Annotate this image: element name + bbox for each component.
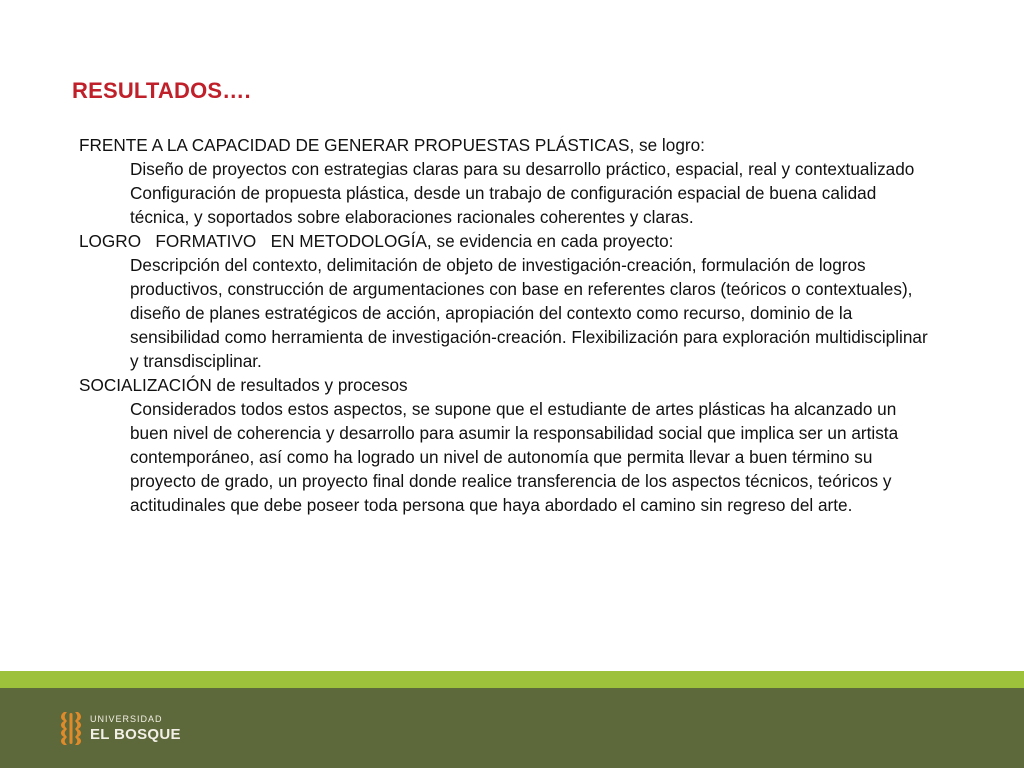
section-socializacion-heading: SOCIALIZACIÓN de resultados y procesos	[79, 375, 408, 395]
section-capacidad-item-2: Configuración de propuesta plástica, desde un trabajo de configuración espacial de buena calidad técnica, y soportados sobre elaboraciones racionales coherentes y claras.	[130, 183, 877, 227]
logo-wordmark	[90, 715, 181, 742]
footer-band-light	[0, 671, 1024, 688]
logo-line-universidad: UNIVERSIDAD	[90, 713, 163, 724]
university-logo	[58, 710, 181, 746]
section-socializacion-item-1: Considerados todos estos aspectos, se supone que el estudiante de artes plásticas ha alcanzado un buen nivel de coherencia y desarrollo para asumir la responsabilidad social que implica ser un artista contemporáneo, así como ha logrado un nivel de autonomía que permita llevar a buen término su proyecto de grado, un proyecto final donde realice transferencia de los aspectos técnicos, teóricos y actitudinales que debe poseer toda persona que haya abordado el camino sin regreso del arte.	[130, 399, 899, 515]
section-capacidad-item-1: Diseño de proyectos con estrategias claras para su desarrollo práctico, espacial, real y contextualizado	[130, 159, 915, 179]
section-capacidad-heading: FRENTE A LA CAPACIDAD DE GENERAR PROPUESTAS PLÁSTICAS, se logro:	[79, 135, 705, 155]
slide-content	[79, 133, 939, 517]
section-logro-heading: LOGRO FORMATIVO EN METODOLOGÍA, se evidencia en cada proyecto:	[79, 231, 674, 251]
logo-line-el-bosque: EL BOSQUE	[90, 725, 181, 743]
el-bosque-emblem-icon	[58, 710, 84, 746]
section-logro-item-1: Descripción del contexto, delimitación de objeto de investigación-creación, formulación de logros productivos, construcción de argumentaciones con base en referentes claros (teóricos o contextuales), diseño de planes estratégicos de acción, apropiación del contexto como recurso, dominio de la sensibilidad como herramienta de investigación-creación. Flexibilización para exploración multidisciplinar y transdisciplinar.	[130, 255, 928, 371]
slide-title: RESULTADOS….	[72, 78, 251, 103]
